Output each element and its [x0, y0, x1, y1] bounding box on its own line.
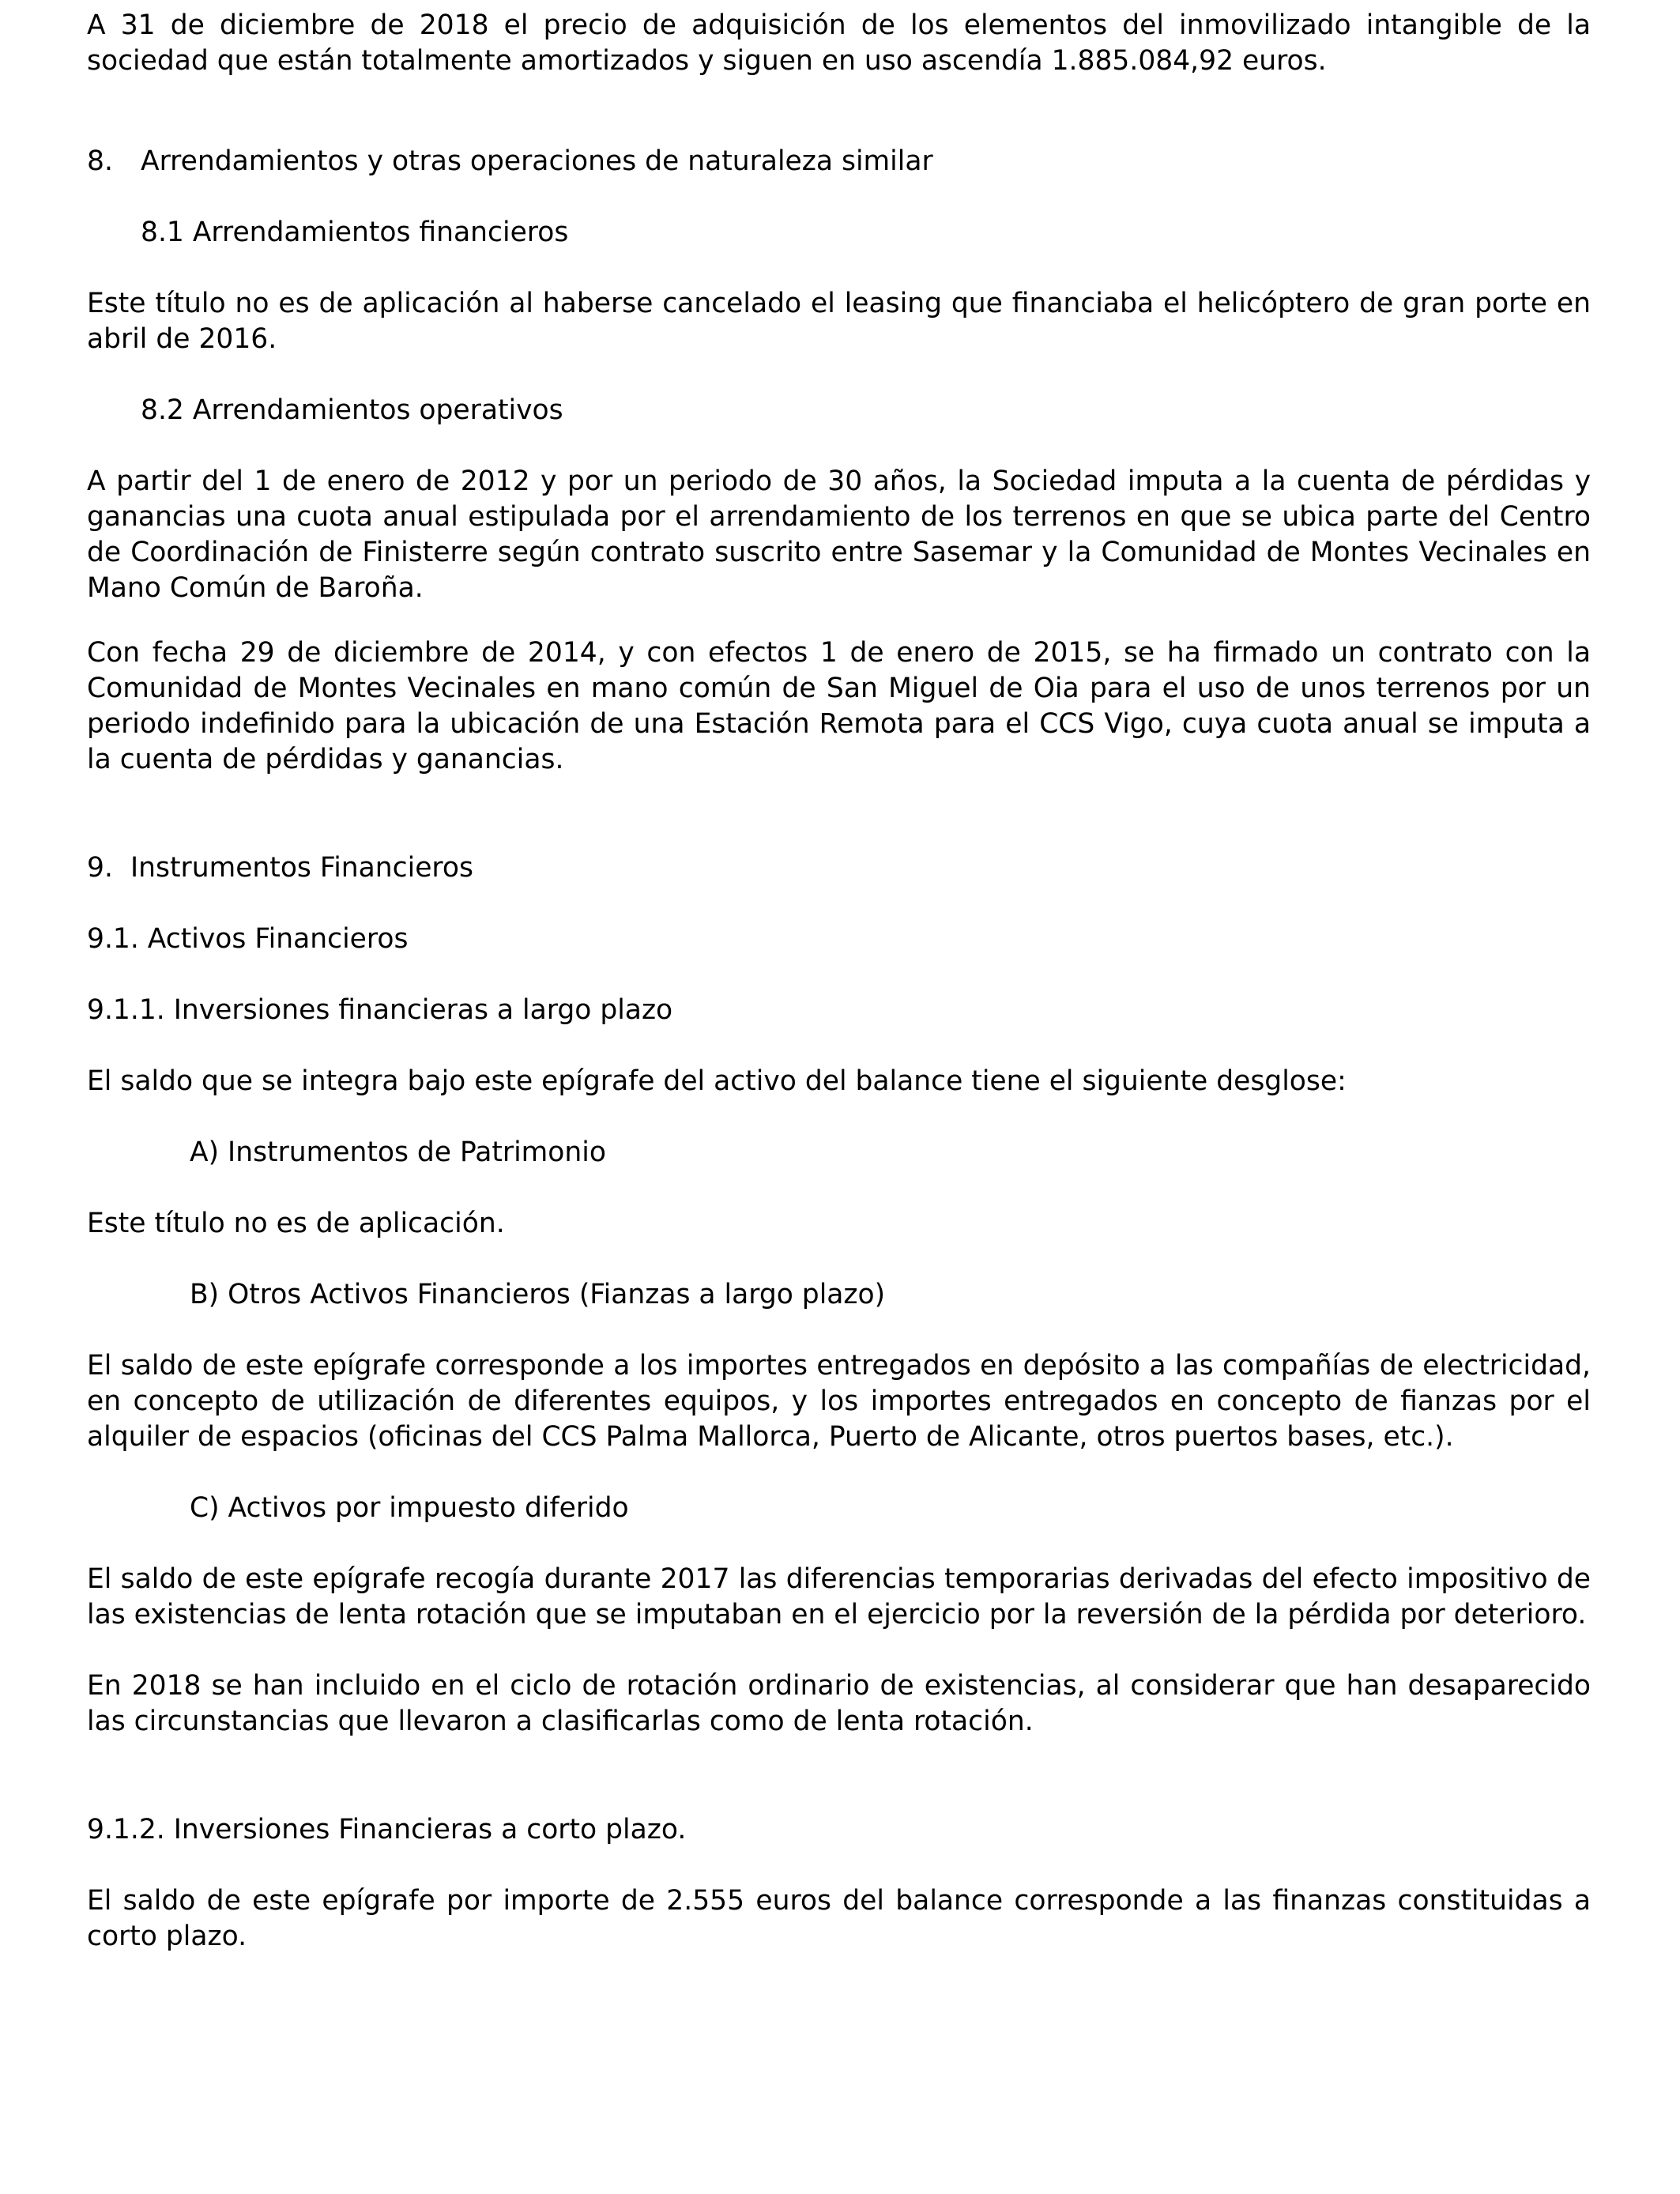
item-c-heading: C) Activos por impuesto diferido — [190, 1492, 629, 1524]
section-9-heading — [87, 850, 473, 886]
intro-paragraph: A 31 de diciembre de 2018 el precio de adquisición de los elementos del inmovilizado intangible de la sociedad que están totalmente amortizados y siguen en uso ascendía 1.885.084,92 euros. — [87, 9, 1591, 77]
section-9-1-2-paragraph: El saldo de este epígrafe por importe de 2.555 euros del balance corresponde a las finanzas constituidas a corto plazo. — [87, 1885, 1591, 1952]
section-8-1-paragraph: Este título no es de aplicación al haberse cancelado el leasing que financiaba el helicóptero de gran porte en abril de 2016. — [87, 288, 1591, 355]
section-8-2-heading: 8.2 Arrendamientos operativos — [141, 394, 563, 426]
item-a-paragraph: Este título no es de aplicación. — [87, 1208, 505, 1239]
section-9-1-heading: 9.1. Activos Financieros — [87, 923, 409, 955]
section-8-number: 8. — [87, 145, 113, 177]
item-c-paragraph-2: En 2018 se han incluido en el ciclo de rotación ordinario de existencias, al considerar que han desaparecido las circunstancias que llevaron a clasificarlas como de lenta rotación. — [87, 1670, 1591, 1737]
item-c-paragraph-1: El saldo de este epígrafe recogía durante 2017 las diferencias temporarias derivadas del efecto impositivo de las existencias de lenta rotación que se imputaban en el ejercicio por la reversión de la pérdida por deterioro. — [87, 1563, 1591, 1630]
section-9-1-1-heading: 9.1.1. Inversiones financieras a largo plazo — [87, 994, 673, 1026]
section-8-2-paragraph-1: A partir del 1 de enero de 2012 y por un periodo de 30 años, la Sociedad imputa a la cuenta de pérdidas y ganancias una cuota anual estipulada por el arrendamiento de los terrenos en que se ubica parte del Centro de Coordinación de Finisterre según contrato suscrito entre Sasemar y la Comunidad de Montes Vecinales en Mano Común de Baroña. — [87, 466, 1591, 604]
section-8-1-heading: 8.1 Arrendamientos financieros — [141, 217, 569, 248]
section-9-1-2-heading: 9.1.2. Inversiones Financieras a corto plazo. — [87, 1814, 687, 1845]
item-b-heading: B) Otros Activos Financieros (Fianzas a largo plazo) — [190, 1279, 886, 1310]
item-b-paragraph: El saldo de este epígrafe corresponde a los importes entregados en depósito a las compañías de electricidad, en concepto de utilización de diferentes equipos, y los importes entregados en concepto de fianzas por el alquiler de espacios (oficinas del CCS Palma Mallorca, Puerto de Alicante, otros puertos bases, etc.). — [87, 1350, 1591, 1453]
section-8-heading — [87, 144, 933, 179]
section-9-1-1-paragraph: El saldo que se integra bajo este epígrafe del activo del balance tiene el siguiente desglose: — [87, 1065, 1347, 1097]
item-a-heading: A) Instrumentos de Patrimonio — [190, 1137, 606, 1168]
section-8-2-paragraph-2: Con fecha 29 de diciembre de 2014, y con efectos 1 de enero de 2015, se ha firmado un contrato con la Comunidad de Montes Vecinales en mano común de San Miguel de Oia para el uso de unos terrenos por un periodo indefinido para la ubicación de una Estación Remota para el CCS Vigo, cuya cuota anual se imputa a la cuenta de pérdidas y ganancias. — [87, 637, 1591, 775]
section-9-title: Instrumentos Financieros — [130, 852, 473, 884]
section-9-number: 9. — [87, 852, 113, 884]
section-8-title: Arrendamientos y otras operaciones de naturaleza similar — [141, 145, 933, 177]
